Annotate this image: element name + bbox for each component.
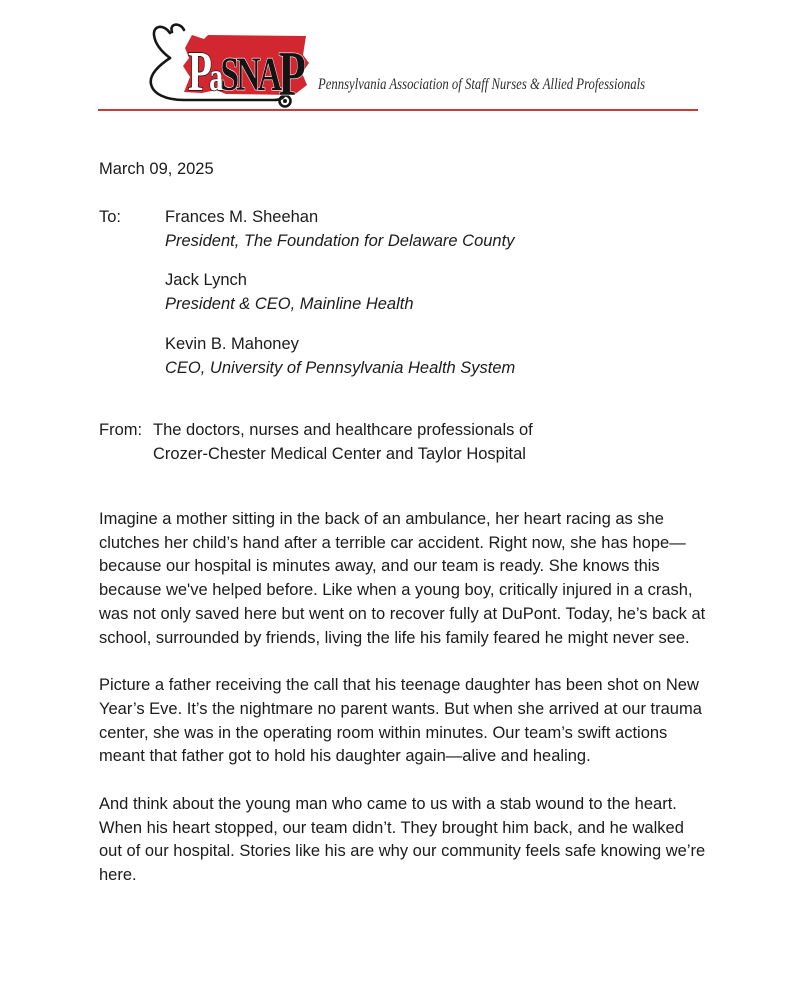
from-label: From:: [99, 421, 143, 439]
letterhead-rule: [98, 109, 698, 111]
pasnap-wordmark: [188, 38, 306, 109]
recipient: [165, 269, 515, 316]
to-label: To:: [99, 208, 122, 226]
body-paragraph: And think about the young man who came to us with a stab wound to the heart. When his heart stopped, our team didn’t. They brought him back, and he walked out of our hospital. Stories like his are why our community feels safe knowing we’re here.: [99, 795, 706, 885]
recipient: [165, 206, 514, 253]
body-paragraph: Imagine a mother sitting in the back of an ambulance, her heart racing as she clutches her child’s hand after a terrible car accident. Right now, she has hope—because our hospital is minutes away, and our team is ready. She knows this because we've helped before. Like when a young boy, critically injured in a crash, was not only saved here but went on to recover fully at DuPont. Today, he’s back at school, surrounded by friends, living the life his family feared he might never see.: [99, 510, 706, 647]
sender-block: [99, 419, 533, 466]
recipient-name: Frances M. Sheehan: [165, 208, 319, 226]
recipient-title: CEO, University of Pennsylvania Health System: [165, 358, 516, 377]
letter-date: March 09, 2025: [99, 160, 214, 178]
pasnap-logo: [138, 22, 328, 114]
svg-text:PaSNAP: PaSNAP: [188, 38, 306, 109]
recipient-name: Jack Lynch: [165, 271, 247, 290]
sender-lines: [153, 419, 533, 466]
recipient-title: President, The Foundation for Delaware County: [165, 231, 515, 250]
body-paragraph: Picture a father receiving the call that his teenage daughter has been shot on New Year’s Eve. It’s the nightmare no parent wants. But when she arrived at our trauma center, she was in the operating room within minutes. Our team’s swift actions meant that father got to hold his daughter again—alive and healing.: [99, 676, 702, 766]
recipient-title: President & CEO, Mainline Health: [165, 295, 414, 314]
recipient-name: Kevin B. Mahoney: [165, 334, 299, 353]
recipient: [165, 333, 515, 380]
sender-line: Crozer-Chester Medical Center and Taylor Hospital: [153, 444, 526, 463]
sender-line: The doctors, nurses and healthcare professionals of: [153, 421, 533, 439]
recipients-block: [99, 206, 515, 380]
logo-tagline: Pennsylvania Association of Staff Nurses & Allied Professionals: [318, 76, 646, 93]
letter-body: [99, 508, 707, 912]
